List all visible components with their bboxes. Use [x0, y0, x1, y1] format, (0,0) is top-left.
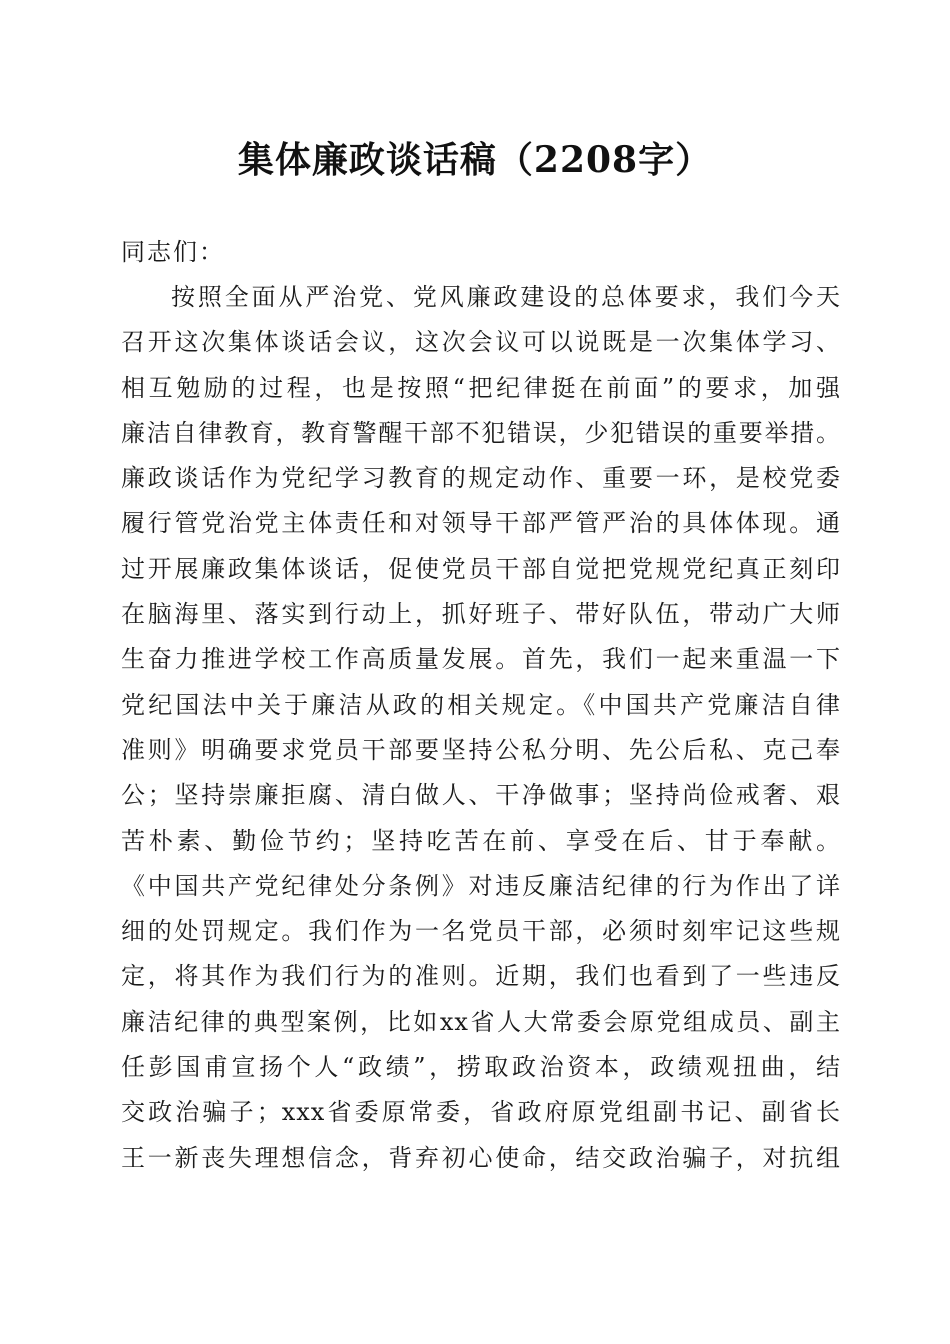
salutation: 同志们：: [121, 238, 225, 266]
body-line: 党纪国法中关于廉洁从政的相关规定。《中国共产党廉洁自律: [121, 690, 841, 719]
body-line: 细的处罚规定。我们作为一名党员干部，必须时刻牢记这些规: [121, 917, 841, 946]
body-line: 相互勉励的过程，也是按照“把纪律挺在前面”的要求，加强: [121, 373, 841, 402]
body-line: 《中国共产党纪律处分条例》对违反廉洁纪律的行为作出了详: [121, 871, 841, 900]
body-line: 召开这次集体谈话会议，这次会议可以说既是一次集体学习、: [121, 328, 841, 357]
body-line: 廉政谈话作为党纪学习教育的规定动作、重要一环，是校党委: [121, 464, 841, 493]
body-line: 王一新丧失理想信念，背弃初心使命，结交政治骗子，对抗组: [121, 1143, 841, 1172]
body-line: 交政治骗子；xxx省委原常委，省政府原党组副书记、副省长: [121, 1098, 841, 1127]
body-line: 公；坚持崇廉拒腐、清白做人、干净做事；坚持尚俭戒奢、艰: [121, 781, 841, 810]
body-line: 按照全面从严治党、党风廉政建设的总体要求，我们今天: [171, 283, 841, 311]
body-line: 准则》明确要求党员干部要坚持公私分明、先公后私、克己奉: [121, 735, 841, 764]
body-line: 履行管党治党主体责任和对领导干部严管严治的具体体现。通: [121, 509, 841, 538]
body-line: 生奋力推进学校工作高质量发展。首先，我们一起来重温一下: [121, 645, 841, 674]
body-line: 过开展廉政集体谈话，促使党员干部自觉把党规党纪真正刻印: [121, 554, 841, 583]
document-title: 集体廉政谈话稿（2208字）: [237, 139, 713, 181]
body-paragraph: [121, 275, 841, 1181]
body-line: 廉洁自律教育，教育警醒干部不犯错误，少犯错误的重要举措。: [121, 418, 841, 447]
body-line: 定，将其作为我们行为的准则。近期，我们也看到了一些违反: [121, 962, 841, 991]
body-line: 在脑海里、落实到行动上，抓好班子、带好队伍，带动广大师: [121, 600, 841, 629]
body-line: 苦朴素、勤俭节约；坚持吃苦在前、享受在后、甘于奉献。: [121, 826, 841, 855]
body-line: 廉洁纪律的典型案例，比如xx省人大常委会原党组成员、副主: [121, 1007, 841, 1036]
body-line: 任彭国甫宣扬个人“政绩”，捞取政治资本，政绩观扭曲，结: [121, 1053, 841, 1082]
